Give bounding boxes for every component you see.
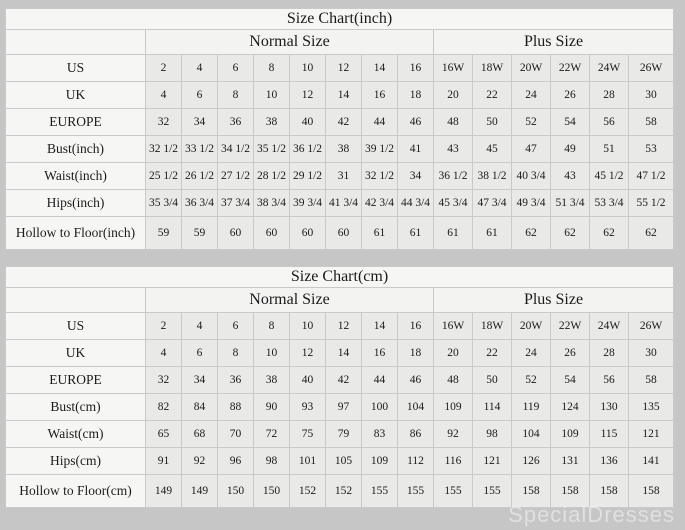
size-value-cell: 48 — [434, 109, 473, 136]
size-value-cell: 39 1/2 — [362, 136, 398, 163]
size-value-cell: 38 3/4 — [254, 190, 290, 217]
size-value-cell: 84 — [182, 394, 218, 421]
size-value-cell: 109 — [434, 394, 473, 421]
size-value-cell: 155 — [362, 475, 398, 508]
size-value-cell: 44 — [362, 367, 398, 394]
size-value-cell: 48 — [434, 367, 473, 394]
size-value-cell: 26 1/2 — [182, 163, 218, 190]
size-value-cell: 29 1/2 — [290, 163, 326, 190]
size-value-cell: 131 — [551, 448, 590, 475]
size-value-cell: 43 — [551, 163, 590, 190]
column-group-header: Plus Size — [434, 30, 674, 55]
size-value-cell: 10 — [290, 313, 326, 340]
size-chart-inch-table — [5, 8, 674, 250]
size-value-cell: 61 — [362, 217, 398, 250]
row-label: UK — [6, 340, 146, 367]
size-value-cell: 10 — [254, 340, 290, 367]
size-value-cell: 121 — [473, 448, 512, 475]
size-value-cell: 55 1/2 — [629, 190, 674, 217]
size-value-cell: 6 — [182, 82, 218, 109]
size-value-cell: 96 — [218, 448, 254, 475]
size-value-cell: 155 — [473, 475, 512, 508]
row-label: Hips(inch) — [6, 190, 146, 217]
size-value-cell: 54 — [551, 109, 590, 136]
size-value-cell: 24W — [590, 313, 629, 340]
size-value-cell: 121 — [629, 421, 674, 448]
size-value-cell: 83 — [362, 421, 398, 448]
size-value-cell: 53 3/4 — [590, 190, 629, 217]
size-value-cell: 46 — [398, 109, 434, 136]
size-value-cell: 91 — [146, 448, 182, 475]
size-value-cell: 59 — [146, 217, 182, 250]
size-value-cell: 10 — [290, 55, 326, 82]
row-label: Waist(cm) — [6, 421, 146, 448]
size-value-cell: 30 — [629, 82, 674, 109]
size-value-cell: 34 — [182, 109, 218, 136]
table-row — [6, 448, 674, 475]
size-value-cell: 119 — [512, 394, 551, 421]
size-value-cell: 112 — [398, 448, 434, 475]
size-value-cell: 93 — [290, 394, 326, 421]
size-chart-cm-table — [5, 266, 674, 508]
size-value-cell: 34 — [398, 163, 434, 190]
size-value-cell: 24 — [512, 82, 551, 109]
size-value-cell: 42 — [326, 367, 362, 394]
size-value-cell: 34 — [182, 367, 218, 394]
size-value-cell: 158 — [629, 475, 674, 508]
size-value-cell: 86 — [398, 421, 434, 448]
size-value-cell: 100 — [362, 394, 398, 421]
row-label: EUROPE — [6, 109, 146, 136]
size-value-cell: 104 — [512, 421, 551, 448]
size-value-cell: 47 1/2 — [629, 163, 674, 190]
size-value-cell: 135 — [629, 394, 674, 421]
size-value-cell: 35 3/4 — [146, 190, 182, 217]
size-value-cell: 62 — [590, 217, 629, 250]
size-value-cell: 12 — [326, 55, 362, 82]
charts-container — [5, 8, 674, 524]
size-value-cell: 27 1/2 — [218, 163, 254, 190]
size-value-cell: 20W — [512, 313, 551, 340]
size-value-cell: 35 1/2 — [254, 136, 290, 163]
size-value-cell: 8 — [218, 82, 254, 109]
size-value-cell: 70 — [218, 421, 254, 448]
size-value-cell: 104 — [398, 394, 434, 421]
size-value-cell: 60 — [254, 217, 290, 250]
size-value-cell: 26 — [551, 340, 590, 367]
size-value-cell: 109 — [362, 448, 398, 475]
size-value-cell: 47 — [512, 136, 551, 163]
table-row — [6, 367, 674, 394]
table-row — [6, 421, 674, 448]
table-row — [6, 340, 674, 367]
size-value-cell: 155 — [398, 475, 434, 508]
size-value-cell: 33 1/2 — [182, 136, 218, 163]
size-value-cell: 24 — [512, 340, 551, 367]
size-value-cell: 40 — [290, 367, 326, 394]
size-value-cell: 32 — [146, 367, 182, 394]
size-value-cell: 155 — [434, 475, 473, 508]
size-value-cell: 20 — [434, 340, 473, 367]
size-value-cell: 72 — [254, 421, 290, 448]
size-value-cell: 36 1/2 — [290, 136, 326, 163]
size-value-cell: 45 1/2 — [590, 163, 629, 190]
size-value-cell: 37 3/4 — [218, 190, 254, 217]
size-value-cell: 39 3/4 — [290, 190, 326, 217]
size-value-cell: 98 — [473, 421, 512, 448]
size-value-cell: 59 — [182, 217, 218, 250]
size-value-cell: 16 — [398, 313, 434, 340]
size-value-cell: 61 — [434, 217, 473, 250]
size-value-cell: 4 — [146, 340, 182, 367]
size-value-cell: 38 — [254, 109, 290, 136]
size-value-cell: 92 — [434, 421, 473, 448]
size-value-cell: 54 — [551, 367, 590, 394]
size-value-cell: 114 — [473, 394, 512, 421]
table-row — [6, 55, 674, 82]
size-value-cell: 22 — [473, 82, 512, 109]
size-value-cell: 2 — [146, 313, 182, 340]
chart-title: Size Chart(cm) — [6, 267, 674, 288]
size-value-cell: 18 — [398, 82, 434, 109]
size-value-cell: 56 — [590, 367, 629, 394]
size-value-cell: 42 — [326, 109, 362, 136]
size-value-cell: 26 — [551, 82, 590, 109]
size-value-cell: 75 — [290, 421, 326, 448]
size-value-cell: 62 — [629, 217, 674, 250]
size-value-cell: 97 — [326, 394, 362, 421]
table-row — [6, 217, 674, 250]
size-value-cell: 38 1/2 — [473, 163, 512, 190]
size-value-cell: 16 — [362, 82, 398, 109]
size-value-cell: 30 — [629, 340, 674, 367]
table-row — [6, 394, 674, 421]
size-value-cell: 16W — [434, 55, 473, 82]
size-value-cell: 6 — [182, 340, 218, 367]
size-value-cell: 150 — [218, 475, 254, 508]
size-value-cell: 2 — [146, 55, 182, 82]
size-value-cell: 14 — [326, 340, 362, 367]
size-value-cell: 49 3/4 — [512, 190, 551, 217]
size-value-cell: 22W — [551, 55, 590, 82]
size-value-cell: 116 — [434, 448, 473, 475]
size-value-cell: 36 3/4 — [182, 190, 218, 217]
size-value-cell: 16W — [434, 313, 473, 340]
corner-cell — [6, 30, 146, 55]
size-value-cell: 40 — [290, 109, 326, 136]
size-value-cell: 4 — [146, 82, 182, 109]
size-value-cell: 32 1/2 — [362, 163, 398, 190]
row-label: Hollow to Floor(inch) — [6, 217, 146, 250]
row-label: UK — [6, 82, 146, 109]
size-value-cell: 50 — [473, 109, 512, 136]
size-value-cell: 32 — [146, 109, 182, 136]
column-group-row — [6, 288, 674, 313]
size-value-cell: 44 3/4 — [398, 190, 434, 217]
size-value-cell: 28 — [590, 340, 629, 367]
size-value-cell: 60 — [326, 217, 362, 250]
size-value-cell: 14 — [362, 313, 398, 340]
size-value-cell: 136 — [590, 448, 629, 475]
size-value-cell: 90 — [254, 394, 290, 421]
size-value-cell: 60 — [218, 217, 254, 250]
size-value-cell: 126 — [512, 448, 551, 475]
size-value-cell: 98 — [254, 448, 290, 475]
table-row — [6, 136, 674, 163]
size-value-cell: 38 — [326, 136, 362, 163]
size-value-cell: 40 3/4 — [512, 163, 551, 190]
size-value-cell: 4 — [182, 313, 218, 340]
size-value-cell: 34 1/2 — [218, 136, 254, 163]
size-value-cell: 62 — [551, 217, 590, 250]
size-value-cell: 43 — [434, 136, 473, 163]
size-value-cell: 24W — [590, 55, 629, 82]
size-value-cell: 36 1/2 — [434, 163, 473, 190]
size-value-cell: 88 — [218, 394, 254, 421]
table-row — [6, 163, 674, 190]
row-label: US — [6, 313, 146, 340]
size-value-cell: 158 — [512, 475, 551, 508]
size-value-cell: 62 — [512, 217, 551, 250]
chart-title: Size Chart(inch) — [6, 9, 674, 30]
size-value-cell: 18W — [473, 55, 512, 82]
size-value-cell: 49 — [551, 136, 590, 163]
size-value-cell: 51 3/4 — [551, 190, 590, 217]
size-value-cell: 79 — [326, 421, 362, 448]
size-value-cell: 6 — [218, 55, 254, 82]
size-value-cell: 10 — [254, 82, 290, 109]
corner-cell — [6, 288, 146, 313]
size-value-cell: 149 — [146, 475, 182, 508]
watermark: SpecialDresses — [508, 502, 675, 527]
table-row — [6, 190, 674, 217]
size-value-cell: 47 3/4 — [473, 190, 512, 217]
size-value-cell: 130 — [590, 394, 629, 421]
size-value-cell: 22 — [473, 340, 512, 367]
size-value-cell: 92 — [182, 448, 218, 475]
size-value-cell: 28 1/2 — [254, 163, 290, 190]
size-value-cell: 42 3/4 — [362, 190, 398, 217]
size-value-cell: 101 — [290, 448, 326, 475]
size-value-cell: 12 — [290, 82, 326, 109]
size-value-cell: 51 — [590, 136, 629, 163]
size-value-cell: 12 — [326, 313, 362, 340]
size-value-cell: 45 3/4 — [434, 190, 473, 217]
size-value-cell: 8 — [254, 55, 290, 82]
column-group-header: Plus Size — [434, 288, 674, 313]
row-label: Hollow to Floor(cm) — [6, 475, 146, 508]
size-value-cell: 32 1/2 — [146, 136, 182, 163]
size-value-cell: 41 3/4 — [326, 190, 362, 217]
row-label: Waist(inch) — [6, 163, 146, 190]
size-value-cell: 8 — [254, 313, 290, 340]
size-value-cell: 52 — [512, 109, 551, 136]
size-value-cell: 105 — [326, 448, 362, 475]
size-value-cell: 124 — [551, 394, 590, 421]
size-value-cell: 152 — [290, 475, 326, 508]
size-value-cell: 109 — [551, 421, 590, 448]
size-value-cell: 16 — [398, 55, 434, 82]
row-label: Bust(inch) — [6, 136, 146, 163]
chart-title-row — [6, 267, 674, 288]
size-value-cell: 41 — [398, 136, 434, 163]
size-value-cell: 61 — [473, 217, 512, 250]
size-value-cell: 18W — [473, 313, 512, 340]
size-value-cell: 26W — [629, 313, 674, 340]
size-value-cell: 16 — [362, 340, 398, 367]
size-value-cell: 65 — [146, 421, 182, 448]
column-group-header: Normal Size — [146, 288, 434, 313]
size-value-cell: 61 — [398, 217, 434, 250]
size-value-cell: 150 — [254, 475, 290, 508]
row-label: Hips(cm) — [6, 448, 146, 475]
size-value-cell: 31 — [326, 163, 362, 190]
size-value-cell: 38 — [254, 367, 290, 394]
size-value-cell: 50 — [473, 367, 512, 394]
row-label: EUROPE — [6, 367, 146, 394]
size-value-cell: 14 — [362, 55, 398, 82]
size-value-cell: 149 — [182, 475, 218, 508]
size-value-cell: 152 — [326, 475, 362, 508]
size-value-cell: 20W — [512, 55, 551, 82]
size-value-cell: 58 — [629, 367, 674, 394]
size-value-cell: 68 — [182, 421, 218, 448]
size-value-cell: 46 — [398, 367, 434, 394]
size-value-cell: 8 — [218, 340, 254, 367]
size-value-cell: 28 — [590, 82, 629, 109]
table-row — [6, 82, 674, 109]
size-value-cell: 12 — [290, 340, 326, 367]
size-value-cell: 60 — [290, 217, 326, 250]
size-value-cell: 20 — [434, 82, 473, 109]
size-value-cell: 158 — [590, 475, 629, 508]
size-value-cell: 26W — [629, 55, 674, 82]
size-value-cell: 82 — [146, 394, 182, 421]
size-value-cell: 52 — [512, 367, 551, 394]
size-value-cell: 36 — [218, 367, 254, 394]
size-value-cell: 22W — [551, 313, 590, 340]
table-row — [6, 313, 674, 340]
size-value-cell: 45 — [473, 136, 512, 163]
size-value-cell: 56 — [590, 109, 629, 136]
size-value-cell: 6 — [218, 313, 254, 340]
size-value-cell: 44 — [362, 109, 398, 136]
size-value-cell: 141 — [629, 448, 674, 475]
size-value-cell: 14 — [326, 82, 362, 109]
table-row — [6, 475, 674, 508]
size-value-cell: 53 — [629, 136, 674, 163]
size-value-cell: 58 — [629, 109, 674, 136]
column-group-row — [6, 30, 674, 55]
size-value-cell: 4 — [182, 55, 218, 82]
row-label: Bust(cm) — [6, 394, 146, 421]
size-value-cell: 25 1/2 — [146, 163, 182, 190]
table-row — [6, 109, 674, 136]
column-group-header: Normal Size — [146, 30, 434, 55]
size-value-cell: 115 — [590, 421, 629, 448]
size-value-cell: 158 — [551, 475, 590, 508]
size-value-cell: 36 — [218, 109, 254, 136]
chart-title-row — [6, 9, 674, 30]
size-value-cell: 18 — [398, 340, 434, 367]
row-label: US — [6, 55, 146, 82]
